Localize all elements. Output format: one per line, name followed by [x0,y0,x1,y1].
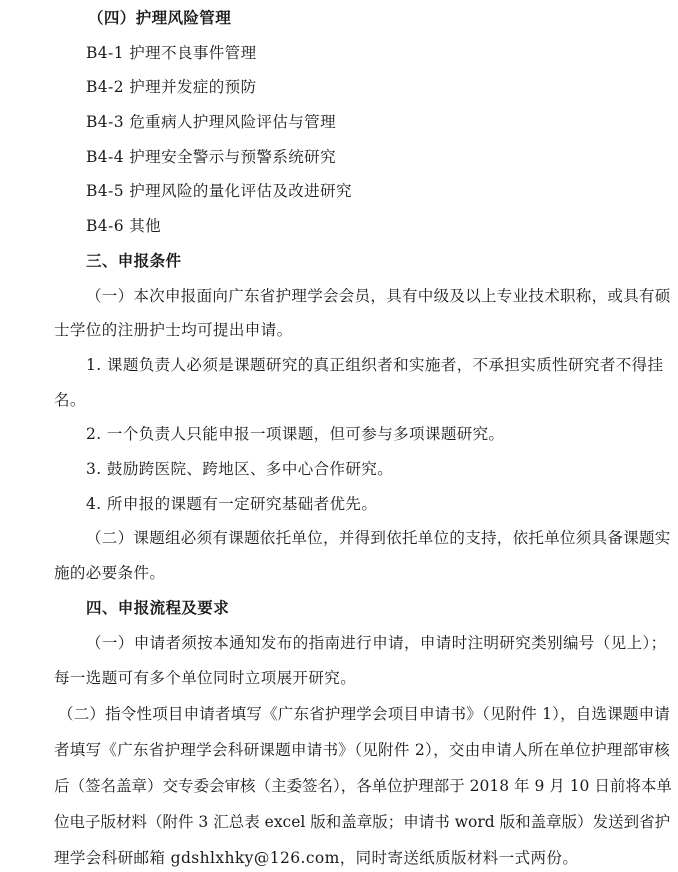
conditions-para2-line1: （二）课题组必须有课题依托单位，并得到依托单位的支持，依托单位须具备课题实 [86,529,671,547]
risk-item-b4-2: B4-2 护理并发症的预防 [86,78,257,96]
conditions-item4: 4. 所申报的课题有一定研究基础者优先。 [86,495,378,513]
process-para2-line4: 位电子版材料（附件 3 汇总表 excel 版和盖章版；申请书 word 版和盖章版）发送到省护 [54,813,671,831]
application-conditions-heading: 三、申报条件 [86,251,182,270]
conditions-para1-line2: 士学位的注册护士均可提出申请。 [54,321,293,339]
conditions-para1-line1: （一）本次申报面向广东省护理学会会员，具有中级及以上专业技术职称，或具有硕 [86,287,671,305]
risk-item-b4-5: B4-5 护理风险的量化评估及改进研究 [86,182,352,200]
risk-item-b4-4: B4-4 护理安全警示与预警系统研究 [86,148,336,166]
process-para2-line2: 者填写《广东省护理学会科研课题申请书》（见附件 2），交由申请人所在单位护理部审核 [54,741,671,759]
process-para2-line3: 后（签名盖章）交专委会审核（主委签名），各单位护理部于 2018 年 9 月 10 日前将本单 [54,777,672,795]
conditions-para2-line2: 施的必要条件。 [54,564,166,582]
conditions-item1-line1: 1. 课题负责人必须是课题研究的真正组织者和实施者，不承担实质性研究者不得挂 [86,356,664,374]
risk-management-heading: （四）护理风险管理 [88,8,232,27]
conditions-item1-line2: 名。 [54,391,86,409]
conditions-item3: 3. 鼓励跨医院、跨地区、多中心合作研究。 [86,460,394,478]
process-requirements-heading: 四、申报流程及要求 [86,598,230,617]
process-para2-line1: （二）指令性项目申请者填写《广东省护理学会项目申请书》（见附件 1），自选课题申请 [58,705,670,723]
risk-item-b4-6: B4-6 其他 [86,217,162,235]
risk-item-b4-3: B4-3 危重病人护理风险评估与管理 [86,113,336,131]
process-para1-line2: 每一选题可有多个单位同时立项展开研究。 [54,669,357,687]
process-para2-line5: 理学会科研邮箱 gdshlxhky@126.com，同时寄送纸质版材料一式两份。 [54,849,579,867]
conditions-item2: 2. 一个负责人只能申报一项课题，但可参与多项课题研究。 [86,425,505,443]
process-para1-line1: （一）申请者须按本通知发布的指南进行申请，申请时注明研究类别编号（见上）； [86,634,667,652]
risk-item-b4-1: B4-1 护理不良事件管理 [86,44,257,62]
